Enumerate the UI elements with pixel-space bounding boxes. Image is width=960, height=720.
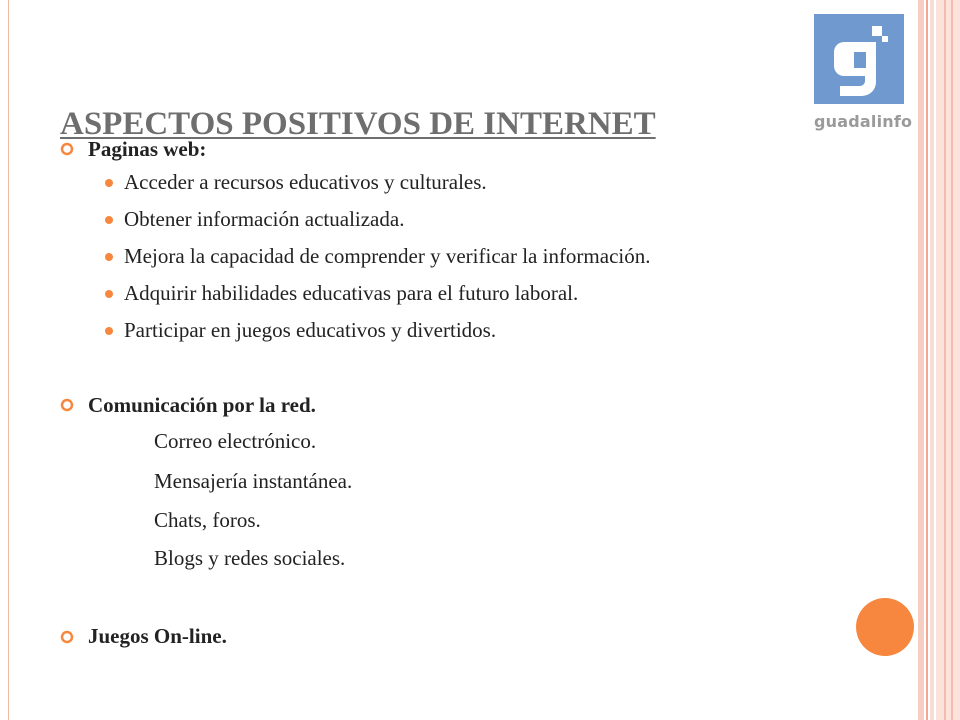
list-item: Obtener información actualizada. — [124, 207, 405, 231]
list-item: Acceder a recursos educativos y culturales. — [124, 170, 487, 194]
guadalinfo-logo-icon — [814, 14, 904, 104]
decorative-stripe — [936, 0, 960, 720]
ring-bullet-icon — [60, 630, 74, 644]
decorative-stripe — [951, 0, 953, 720]
section-heading: Comunicación por la red. — [88, 393, 316, 417]
list-item: Adquirir habilidades educativas para el futuro laboral. — [124, 281, 579, 305]
list-item: Correo electrónico. — [154, 429, 317, 453]
left-border-line — [8, 0, 9, 720]
ring-bullet-icon — [60, 142, 74, 156]
section-heading: Paginas web: — [88, 137, 207, 161]
dot-bullet-icon — [105, 327, 113, 335]
dot-bullet-icon — [105, 290, 113, 298]
list-item: Blogs y redes sociales. — [154, 546, 346, 570]
decorative-stripe — [918, 0, 924, 720]
logo-text: guadalinfo — [814, 112, 913, 131]
decorative-stripe — [930, 0, 934, 720]
dot-bullet-icon — [105, 179, 113, 187]
slide-title: ASPECTOS POSITIVOS DE INTERNET — [60, 106, 656, 142]
list-item: Mejora la capacidad de comprender y verificar la información. — [124, 244, 651, 268]
list-item: Chats, foros. — [154, 508, 261, 532]
decorative-stripe — [944, 0, 946, 720]
orange-circle-decoration — [856, 598, 914, 656]
list-item: Mensajería instantánea. — [154, 469, 353, 493]
list-item: Participar en juegos educativos y divertidos. — [124, 318, 497, 342]
ring-bullet-icon — [60, 398, 74, 412]
decorative-stripe — [926, 0, 928, 720]
section-heading: Juegos On-line. — [88, 624, 227, 648]
dot-bullet-icon — [105, 253, 113, 261]
dot-bullet-icon — [105, 216, 113, 224]
